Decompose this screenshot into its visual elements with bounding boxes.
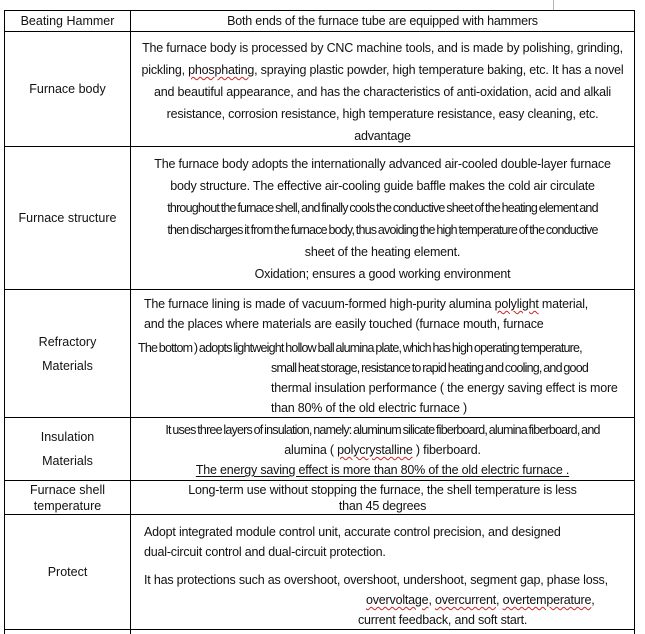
text-segment: current feedback, and soft start. xyxy=(358,613,528,627)
text-line xyxy=(136,358,629,378)
misspelled-word: overtemperature xyxy=(502,593,592,607)
text-segment: thermal insulation performance ( the energy saving effect is more xyxy=(271,381,618,395)
text-segment: , spraying plastic powder, high temperature baking, etc. It has a novel xyxy=(254,63,624,77)
text-segment: material, xyxy=(538,297,589,311)
text-segment: than 45 degrees xyxy=(338,499,427,513)
text-segment: Both ends of the furnace tube are equipped with hammers xyxy=(227,14,538,28)
text-line xyxy=(136,398,629,417)
misspelled-word: overvoltage xyxy=(366,593,429,607)
text-line xyxy=(136,103,629,125)
row-label-insulation-materials xyxy=(5,418,131,480)
row-content-refractory-materials xyxy=(131,290,634,417)
text-line xyxy=(136,197,629,219)
row-label-line: Furnace shell xyxy=(29,482,106,497)
text-segment: It has protections such as overshoot, overshoot, undershoot, segment gap, phase loss, xyxy=(144,573,608,587)
text-line xyxy=(136,420,629,440)
row-label-line: Refractory xyxy=(38,334,97,349)
row-label-furnace-body xyxy=(5,32,131,146)
table-row-furnace-structure xyxy=(5,147,634,290)
text-segment: , xyxy=(428,593,435,607)
row-content-beating-hammer xyxy=(131,11,634,31)
text-segment: It uses three layers of insulation, namely: aluminum silicate fiberboard, alumina fiberboard, and xyxy=(165,423,600,437)
row-label-line: Protect xyxy=(47,565,88,579)
row-label-line: Furnace body xyxy=(29,82,106,96)
text-segment: small heat storage, resistance to rapid heating and cooling, and good xyxy=(271,361,588,375)
text-line xyxy=(136,498,629,514)
row-content-furnace-structure xyxy=(131,147,634,289)
text-line xyxy=(136,125,629,146)
text-line xyxy=(136,522,629,542)
text-segment: then discharges it from the furnace body, thus avoiding the high temperature of the conductive xyxy=(167,223,598,237)
text-line xyxy=(136,338,629,358)
row-label-refractory-materials xyxy=(5,290,131,417)
text-segment: , xyxy=(496,593,503,607)
text-segment: alumina ( xyxy=(284,443,338,457)
text-segment: sheet of the heating element. xyxy=(304,245,461,259)
text-line xyxy=(136,294,629,314)
row-label-protect xyxy=(5,515,131,629)
misspelled-word: polylight xyxy=(494,297,539,311)
misspelled-word: polycrystalline xyxy=(337,443,413,457)
text-line xyxy=(136,37,629,59)
row-content-furnace-shell-temperature xyxy=(131,481,634,514)
text-segment: , xyxy=(591,593,595,607)
text-segment: pickling, xyxy=(141,63,189,77)
text-line xyxy=(136,460,629,480)
table-row-cut-off-row xyxy=(5,630,634,634)
row-label-furnace-structure xyxy=(5,147,131,289)
row-label-line: Materials xyxy=(42,454,93,468)
table-row-furnace-body xyxy=(5,32,634,147)
text-line xyxy=(136,175,629,197)
table-row-beating-hammer xyxy=(5,11,634,32)
text-segment: dual-circuit control and dual-circuit protection. xyxy=(144,545,386,559)
text-line xyxy=(136,153,629,175)
row-label-line: Insulation xyxy=(40,430,95,444)
text-segment: advantage xyxy=(354,129,411,143)
text-line xyxy=(136,482,629,498)
text-segment: and the places where materials are easily touched (furnace mouth, furnace xyxy=(144,317,544,331)
text-line xyxy=(136,12,629,30)
text-segment: Adopt integrated module control unit, accurate control precision, and designed xyxy=(144,525,561,539)
row-label-line: Furnace structure xyxy=(18,211,117,225)
row-content-cut-off-row xyxy=(131,630,634,634)
text-segment: The furnace lining is made of vacuum-formed high-purity alumina xyxy=(144,297,495,311)
text-segment: resistance, corrosion resistance, high temperature resistance, easy cleaning, etc. xyxy=(166,107,599,121)
text-segment: The energy saving effect is more than 80% of the old electric furnace . xyxy=(195,463,570,477)
text-line xyxy=(136,59,629,81)
table-row-refractory-materials xyxy=(5,290,634,418)
text-line xyxy=(136,241,629,263)
row-label-cut-off-row xyxy=(5,630,131,634)
spec-table xyxy=(4,10,635,634)
text-line xyxy=(136,440,629,460)
text-segment: and beautiful appearance, and has the characteristics of anti-oxidation, acid and alkali xyxy=(153,85,611,99)
text-line xyxy=(136,610,629,629)
misspelled-word: overcurrent xyxy=(434,593,497,607)
text-segment: ) fiberboard. xyxy=(412,443,481,457)
text-line xyxy=(136,263,629,285)
table-row-furnace-shell-temperature xyxy=(5,481,634,515)
row-label-line: Beating Hammer xyxy=(20,14,115,28)
table-row-insulation-materials xyxy=(5,418,634,481)
table-row-protect xyxy=(5,515,634,630)
text-line xyxy=(136,542,629,562)
row-label-line: Materials xyxy=(42,358,93,373)
row-label-beating-hammer xyxy=(5,11,131,31)
text-segment: The bottom ) adopts lightweight hollow ball alumina plate, which has high operating temperature, xyxy=(138,341,582,355)
text-segment: throughout the furnace shell, and finally cools the conductive sheet of the heating element and xyxy=(167,201,598,215)
misspelled-word: phosphating xyxy=(188,63,255,77)
text-segment: The furnace body adopts the internationally advanced air-cooled double-layer furnace xyxy=(154,157,611,171)
text-segment: Oxidation; ensures a good working environment xyxy=(254,267,511,281)
text-segment: The furnace body is processed by CNC machine tools, and is made by polishing, grinding, xyxy=(142,41,623,55)
text-line xyxy=(136,314,629,334)
text-line xyxy=(136,378,629,398)
row-content-insulation-materials xyxy=(131,418,634,480)
row-content-protect xyxy=(131,515,634,629)
text-segment: Long-term use without stopping the furnace, the shell temperature is less xyxy=(188,483,577,497)
text-line xyxy=(136,81,629,103)
row-label-line: temperature xyxy=(33,498,102,513)
text-line xyxy=(136,590,629,610)
text-line xyxy=(136,219,629,241)
text-line xyxy=(136,570,629,590)
text-segment: body structure. The effective air-cooling guide baffle makes the cold air circulate xyxy=(170,179,595,193)
row-label-furnace-shell-temperature xyxy=(5,481,131,514)
text-segment: than 80% of the old electric furnace ) xyxy=(271,401,467,415)
row-content-furnace-body xyxy=(131,32,634,146)
